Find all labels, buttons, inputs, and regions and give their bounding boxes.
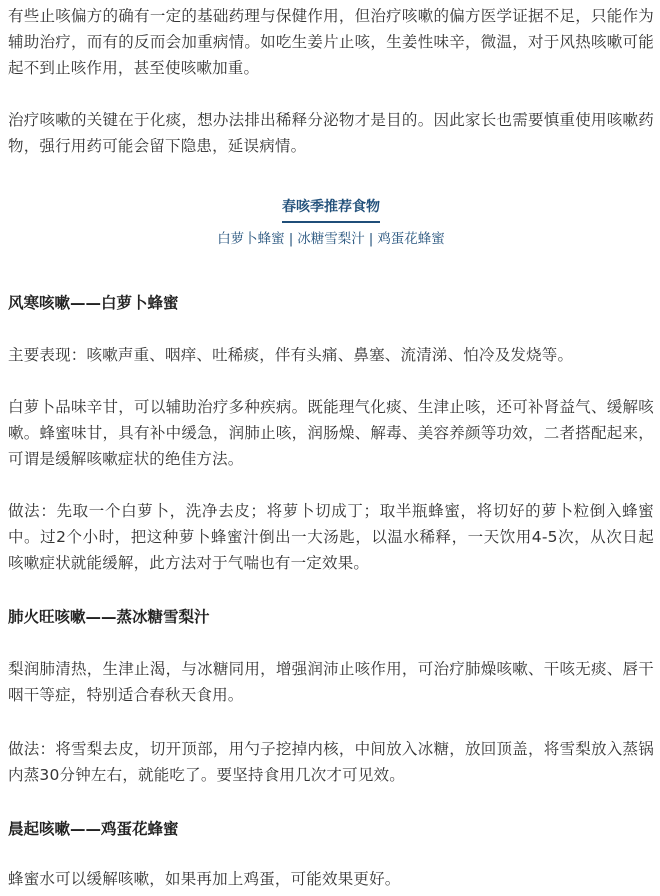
link-separator: | xyxy=(368,231,374,247)
section-paragraph: 梨润肺清热，生津止渴，与冰糖同用，增强润沛止咳作用，可治疗肺燥咳嗽、干咳无痰、唇干咽干等症，特别适合春秋天食用。 xyxy=(8,660,654,704)
recommend-link-egg-honey[interactable]: 鸡蛋花蜂蜜 xyxy=(377,231,445,247)
section-heading: 肺火旺咳嗽——蒸冰糖雪梨汁 xyxy=(8,608,210,626)
section-heading: 风寒咳嗽——白萝卜蜂蜜 xyxy=(8,294,179,312)
recommend-link-pear-juice[interactable]: 冰糖雪梨汁 xyxy=(297,231,365,247)
intro-paragraph: 有些止咳偏方的确有一定的基础药理与保健作用，但治疗咳嗽的偏方医学证据不足，只能作为辅助治疗，而有的反而会加重病情。如吃生姜片止咳，生姜性味辛，微温，对于风热咳嗽可能起不到止咳作用，甚至使咳嗽加重。 xyxy=(8,7,654,77)
recommend-link-radish-honey[interactable]: 白萝卜蜂蜜 xyxy=(217,231,285,247)
link-separator: | xyxy=(288,231,294,247)
section-paragraph: 白萝卜品味辛甘，可以辅助治疗多种疾病。既能理气化痰、生津止咳，还可补肾益气、缓解咳嗽。蜂蜜味甘，具有补中缓急，润肺止咳，润肠燥、解毒、美容养颜等功效，二者搭配起来，可谓是缓解咳嗽症状的绝佳方法。 xyxy=(8,398,654,468)
section-paragraph: 主要表现：咳嗽声重、咽痒、吐稀痰，伴有头痛、鼻塞、流清涕、怕冷及发烧等。 xyxy=(8,346,574,364)
section-paragraph: 做法：先取一个白萝卜，洗净去皮；将萝卜切成丁；取半瓶蜂蜜，将切好的萝卜粒倒入蜂蜜中。过2个小时，把这种萝卜蜂蜜汁倒出一大汤匙，以温水稀释，一天饮用4-5次，从次日起咳嗽症状就能缓解，此方法对于气喘也有一定效果。 xyxy=(8,502,654,572)
recommend-links xyxy=(8,229,654,249)
recommend-title: 春咳季推荐食物 xyxy=(282,197,380,223)
section-paragraph: 蜂蜜水可以缓解咳嗽，如果再加上鸡蛋，可能效果更好。 xyxy=(8,870,401,888)
section-heading: 晨起咳嗽——鸡蛋花蜂蜜 xyxy=(8,820,179,838)
intro-paragraph: 治疗咳嗽的关键在于化痰，想办法排出稀释分泌物才是目的。因此家长也需要慎重使用咳嗽药物，强行用药可能会留下隐患，延误病情。 xyxy=(8,111,654,155)
section-paragraph: 做法：将雪梨去皮，切开顶部，用勺子挖掉内核，中间放入冰糖，放回顶盖，将雪梨放入蒸锅内蒸30分钟左右，就能吃了。要坚持食用几次才可见效。 xyxy=(8,740,654,784)
recommend-block xyxy=(8,196,654,249)
